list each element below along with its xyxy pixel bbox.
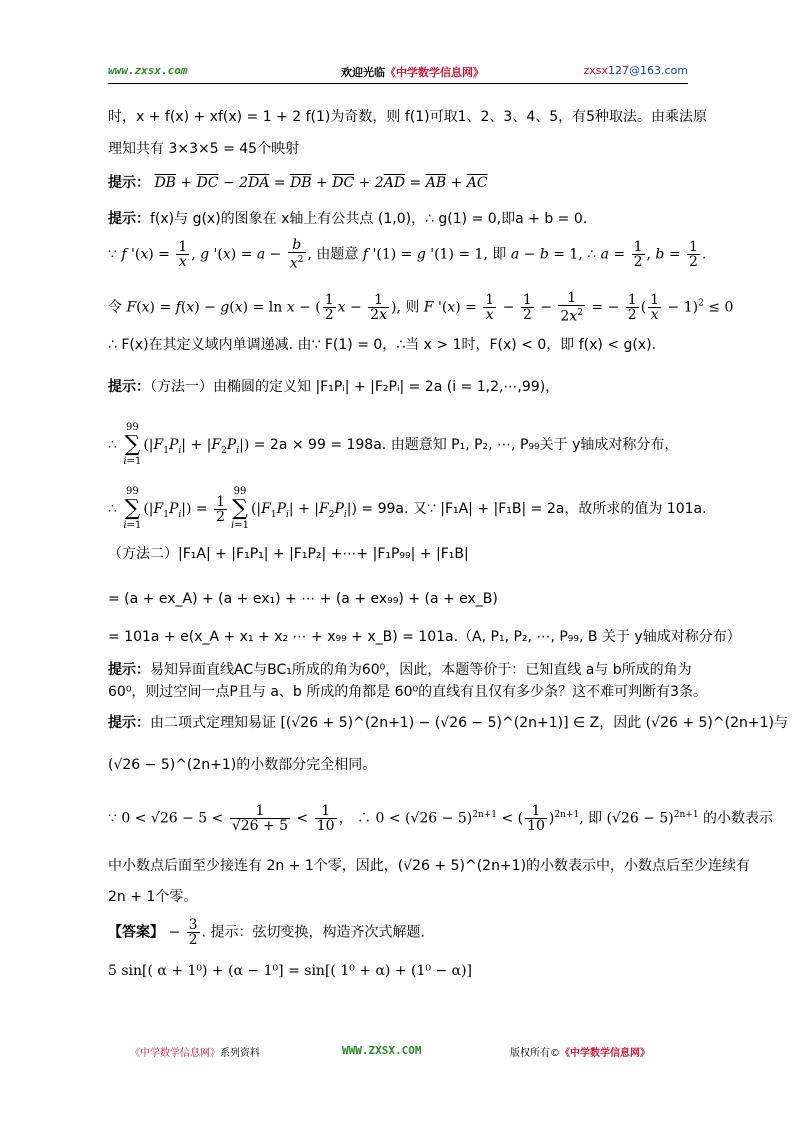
header-rule — [108, 83, 688, 84]
footer-series: 系列资料 — [220, 1048, 260, 1059]
hint-binomial-text: 由二项式定理知易证 [(√26 + 5)^(2n+1) − (√26 − 5)^(2n+1)] ∈ Z，因此 (√26 + 5)^(2n+1)与 — [150, 715, 788, 731]
header-welcome — [341, 64, 484, 80]
method-two-result: = 101a + e(x_A + x₁ + x₂ ⋯ + x₉₉ + x_B) = 101a.（A, P₁, P₂, ⋯, P₉₉, B 关于 y轴成对称分布） — [108, 629, 741, 645]
function-F-line: 令 F(x) = f(x) − g(x) = ln x − ( $\frac{1}{2}$ x − $\frac{1}{2x}$ ), 则 F '(x) = $\frac{1}{x}$ − $\frac{1}{2}$ − $\frac{1}{2x^2}$ = − $\frac{1}{2}$ ( $\frac{1}{x}$ − 1)$^2$ ≤ 0 — [108, 290, 734, 325]
zeros-cont: 2n + 1个零。 — [108, 889, 198, 905]
hint-label: 提示： — [108, 662, 150, 678]
text-line-1: 时，x + f(x) + xf(x) = 1 + 2 f(1)为奇数，则 f(1)可取1、2、3、4、5，有5种取法。由乘法原 — [108, 109, 708, 125]
monotonic-line: ∴ F(x)在其定义域内单调递减. 由∵ F(1) = 0，∴当 x > 1时，F(x) < 0，即 f(x) < g(x). — [108, 337, 657, 353]
method-two-line: （方法二）|F₁A| + |F₁P₁| + |F₁P₂| +⋯+ |F₁P₉₉| + |F₁B| — [108, 546, 469, 562]
page-footer — [130, 1044, 650, 1060]
welcome-text: 欢迎光临 — [341, 66, 385, 79]
footer-site-url[interactable]: WWW.ZXSX.COM — [342, 1044, 422, 1057]
footer-copyright-brand: 《中学数学信息网》 — [560, 1048, 650, 1059]
page-header — [108, 64, 688, 84]
sine-equation: 5 sin[( α + 1⁰) + (α − 1⁰] = sin[( 1⁰ + α) + (1⁰ − α)] — [108, 963, 473, 979]
hint-label: 提示： — [108, 715, 150, 731]
hint-ellipse — [108, 378, 559, 396]
email-rest: 127@163.com — [608, 64, 688, 77]
footer-left — [130, 1044, 260, 1059]
inequality-line: ∵ 0 < √26 − 5 < $\frac{1}{√26 + 5}$ < $\frac{1}{10}$ ， ∴ $0 < (√26 - 5)^{2n+1}$ < ( $\frac{1}{10}$ )$^{2n+1}$, 即 $(√26 - 5)^{2n+1}$ 的小数表示 — [108, 803, 773, 834]
welcome-brand: 《中学数学信息网》 — [385, 66, 484, 79]
text-line-2: 理知共有 3×3×5 = 45个映射 — [108, 141, 300, 157]
hint-ellipse-text: （方法一）由椭圆的定义知 |F₁Pᵢ| + |F₂Pᵢ| = 2a (i = 1,2,⋯,99)， — [150, 379, 560, 395]
header-email[interactable] — [583, 64, 688, 77]
hint-label: 提示： — [108, 379, 150, 395]
sum-line-1: ∴ 99 ∑ $i=1(|F_1P_i| + |F_2P_i|) = 2a \times 99 = 198a$. 由题意知 P₁, P₂, ⋯, P₉₉关于 y轴成对称分布， — [108, 422, 679, 467]
derivative-line: ∵ f '(x) = $\frac{1}{x}$ , g '(x) = a − $\frac{b}{x^2}$ , 由题意 f '(1) = g '(1) = 1, 即 a − b = 1, ∴ a = $\frac{1}{2}$ , b = $\frac{1}{2}$ . — [108, 237, 707, 272]
answer-text: . 提示：弦切变换，构造齐次式解题. — [201, 924, 425, 941]
answer-label: 【答案】 — [108, 924, 164, 941]
sum-line-2: ∴ 99 ∑ $i=1(|F_1P_i|)$ = $\frac{1}{2}$ 99 ∑ $i=1(|F_1P_i| + |F_2P_i|) = 99a$. 又∵ |F₁A| + |F₁B| = 2a，故所求的值为 101a. — [108, 486, 707, 531]
hint-label: 提示： — [108, 211, 150, 227]
answer-line: 【答案】 − $\frac{3}{2}$ . 提示：弦切变换，构造齐次式解题. — [108, 917, 425, 948]
method-two-expand: = (a + ex_A) + (a + ex₁) + ⋯ + (a + ex₉₉) + (a + ex_B) — [108, 591, 498, 607]
hint-skew-lines — [108, 661, 692, 679]
header-site-url[interactable]: www.zxsx.com — [108, 64, 188, 77]
footer-right — [510, 1044, 650, 1059]
email-prefix: zxsx — [583, 64, 609, 77]
hint-intersection-text: f(x)与 g(x)的图象在 x轴上有公共点 (1,0)，∴ g(1) = 0,即a + b = 0. — [150, 211, 588, 227]
sum-line-2-tail: = 99a. 又∵ |F₁A| + |F₁B| = 2a，故所求的值为 101a. — [361, 501, 707, 517]
footer-brand: 《中学数学信息网》 — [130, 1048, 220, 1059]
hint-label: 提示： — [108, 175, 150, 191]
hint-skew-text: 易知异面直线AC与BC₁所成的角为60⁰，因此，本题等价于：已知直线 a与 b所成的角为 — [150, 662, 692, 678]
footer-copyright: 版权所有© — [510, 1048, 560, 1059]
hint-intersection — [108, 210, 587, 228]
binomial-cont: (√26 − 5)^(2n+1)的小数部分完全相同。 — [108, 757, 377, 773]
sum-line-1-tail: = 2a × 99 = 198a. 由题意知 P₁, P₂, ⋯, P₉₉关于 y轴成对称分布， — [253, 437, 679, 453]
hint-vector: 提示： $\overline{DB} + \overline{DC} - 2\overline{DA} = \overline{DB} + \overline{DC} + 2\overline{AD} = \overline{AB} + \overline{AC}$ — [108, 175, 488, 191]
hint-binomial — [108, 714, 788, 732]
zeros-line: 中小数点后面至少接连有 2n + 1个零，因此，(√26 + 5)^(2n+1)的小数表示中，小数点后至少连续有 — [108, 858, 751, 874]
skew-lines-cont: 60⁰，则过空间一点P且与 a、b 所成的角都是 60⁰的直线有且仅有多少条？这不难可判断有3条。 — [108, 684, 708, 700]
